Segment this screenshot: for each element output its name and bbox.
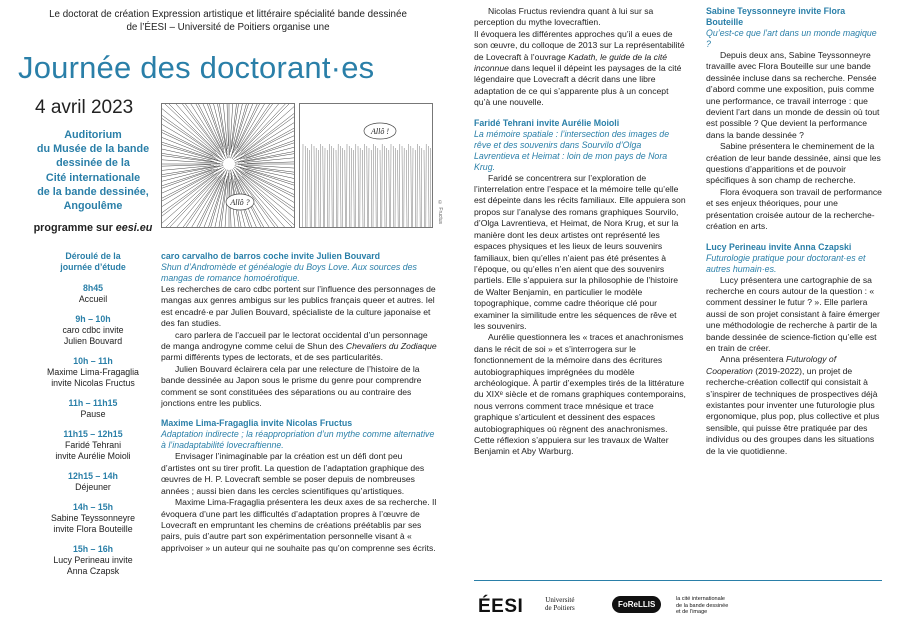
- paragraph: Sabine présentera le cheminement de la création de leur bande dessinée, ainsi que les questions d’apparitions et de pouvoir spécifiques à son champ de recherche.: [706, 141, 881, 186]
- text-run: dans lequel il dépeint les paysages de la cité légendaire que Lovecraft a décrit dans une libre adaptation de ce qui s’apparente plus à un concept qu’à une nouvelle.: [474, 63, 682, 108]
- slot-desc: Pause: [80, 409, 106, 419]
- column-sessions-1: [161, 251, 437, 554]
- text-run: parmi différents types de lectorats, et de ses particularités.: [161, 352, 383, 363]
- schedule-slot: [18, 544, 168, 577]
- text-emphasis: Kadath, le guide de la cité inconnue: [474, 51, 668, 74]
- schedule: [18, 251, 168, 586]
- lines-drawing: [300, 104, 433, 228]
- text-emphasis: Chevaliers du Zodiaque: [345, 341, 437, 352]
- program-link: [18, 222, 168, 234]
- slot-time: 11h15 – 12h15: [63, 429, 123, 439]
- schedule-slot: [18, 398, 168, 420]
- slot-desc: Julien Bouvard: [63, 336, 123, 346]
- venue-line: Cité internationale: [45, 171, 141, 184]
- venue: [18, 128, 168, 213]
- schedule-heading-line: Déroulé de la: [65, 251, 121, 261]
- venue-line: dessinée de la: [56, 157, 130, 170]
- paragraph: Nicolas Fructus reviendra quant à lui sur sa perception du mythe lovecraftien.: [474, 6, 654, 28]
- paragraph: Envisager l’inimaginable par la création est un défi dont peu d’artistes ont su tirer profit. La question de l’adaptation graphique des œuvres de H. P. Lovecraft semble se poser depuis de nombreuses années ; aussi bien dans les cercles scientifiques qu’artistiques.: [161, 451, 425, 496]
- section-subtitle: Shun d’Andromède et généalogie du Boys Love. Aux sources des mangas de romance homoérotique.: [161, 262, 417, 283]
- text-emphasis: Futurology of Cooperation: [706, 354, 837, 376]
- forellis-logo: FoReLLIS: [612, 596, 661, 613]
- logo-line: Université: [545, 596, 575, 604]
- slot-time: 8h45: [82, 283, 104, 293]
- section-subtitle: Qu’est-ce que l’art dans un monde magique ?: [706, 28, 877, 49]
- section-heading: Lucy Perineau invite Anna Czapski: [706, 241, 852, 252]
- slot-desc: Sabine Teyssonneyre: [51, 513, 135, 523]
- slot-desc: caro cdbc invite: [62, 325, 124, 335]
- slot-desc: invite Flora Bouteille: [53, 524, 133, 534]
- column-sessions-2: [474, 6, 686, 458]
- slot-desc: invite Nicolas Fructus: [51, 378, 135, 388]
- schedule-heading-line: journée d’étude: [60, 262, 126, 272]
- burst-drawing: [162, 104, 295, 228]
- footer-divider: [474, 580, 882, 581]
- paragraph: [706, 354, 882, 457]
- universite-poitiers-logo: [545, 596, 575, 612]
- schedule-slot: [18, 356, 168, 389]
- program-site[interactable]: eesi.eu: [115, 222, 153, 234]
- program-prefix: programme sur: [33, 222, 116, 234]
- text-run: Anna présentera: [720, 354, 786, 365]
- image-credit: © Fructus: [437, 200, 443, 225]
- speech-bubble-2: Allô !: [371, 127, 389, 136]
- logo-line: la cité internationale: [676, 596, 725, 602]
- paragraph: [474, 29, 686, 109]
- slot-time: 15h – 16h: [72, 544, 114, 554]
- schedule-heading: [18, 251, 168, 273]
- section-heading: Maxime Lima-Fragaglia invite Nicolas Fructus: [161, 418, 353, 429]
- section-subtitle: Futurologie pratique pour doctorant·es et autres humain·es.: [706, 252, 866, 274]
- slot-desc: Lucy Perineau invite: [53, 555, 133, 565]
- schedule-slot: [18, 429, 168, 462]
- paragraph: Lucy présentera une cartographie de sa recherche en cours autour de la question : « comment dessiner le futur ? ». Elle parlera aussi de son projet consistant à faire émerger une méthodologie de recherche à partir de la bande dessinée de science-fiction qu’elle est en train de créer.: [706, 274, 880, 353]
- slot-time: 11h – 11h15: [68, 398, 118, 408]
- paragraph: Maxime Lima-Fragaglia présentera les deux axes de sa recherche. Il évoquera d’une part les difficultés d’adaptation propres à l’œuvre de Lovecraft en empruntant les chemins de créations préétablis par ses pairs, puis d’autre part son expérimentation personnelle visant à « apprivoiser » un auteur qui ne souhaite pas qu’on comprenne ses écrits.: [161, 497, 437, 553]
- paragraph: Aurélie questionnera les « traces et anachronismes dans le récit de soi » et s’interrogera sur le fonctionnement de la mémoire dans des écritures autobiographiques imprégnées du modèle archéologique. À partir d’exemples tirés de la littérature du XIXᵉ siècle et de romans graphiques contemporains, nous verrons comment trace mnésique et trace graphique s’articulent et dessinent des espaces autobiographiques où règnent des anachronismes. Cette réflexion s’appuiera sur les travaux de Walter Benjamin et Aby Warburg.: [474, 332, 686, 457]
- logo-line: et de l’image: [676, 609, 708, 615]
- slot-desc: Déjeuner: [75, 482, 111, 492]
- slot-time: 10h – 11h: [73, 356, 113, 366]
- paragraph: [161, 330, 437, 364]
- text-run: caro parlera de l’accueil par le lectorat occidental d’un personnage de manga androgyne comme celui de Shun des: [161, 329, 428, 352]
- page-title: Journée des doctorant·es: [18, 50, 375, 85]
- eesi-logo: ÉESI: [478, 596, 524, 617]
- section-heading: Faridé Tehrani invite Aurélie Moioli: [474, 117, 620, 128]
- intro-line-2: de l’ÉESI – Université de Poitiers organise une: [126, 22, 330, 33]
- paragraph: Les recherches de caro cdbc portent sur l’influence des personnages de mangas aux genres ambigus sur les publics français queer et autres. Iel est encadré·e par Julien Bouvard, spécialiste de la culture japonaise et des fan studies.: [161, 284, 436, 329]
- venue-line: de la bande dessinée,: [37, 185, 149, 198]
- venue-line: du Musée de la bande: [36, 143, 150, 156]
- paragraph: Faridé se concentrera sur l’exploration de l’interrelation entre l’espace et la mémoire telle qu’elle est dépeinte dans les récits familiaux. Elle appuiera son propos sur l’analyse des romans graphiques Sourvilo, d’Olga Lavrentieva, et Heimat, de Nora Krug, et sur la manière dont les deux artistes ont représenté les espaces physiques et les lieux de leurs souvenirs familiaux, bien qu’elles n’aient pas été présentes à l’époque, ou qu’elles n’en aient que des souvenirs partiels. Elle s’appuiera sur la philosophie de l’histoire de Walter Benjamin, en particulier le modèle topographique, comme cadre théorique clé pour examiner la similitude entre les séquences de rêve et les souvenirs.: [474, 172, 686, 331]
- section-heading: caro carvalho de barros coche invite Julien Bouvard: [161, 251, 381, 261]
- slot-time: 14h – 15h: [72, 502, 114, 512]
- logo-line: de la bande dessinée: [676, 602, 729, 609]
- slot-desc: Maxime Lima-Fragaglia: [47, 367, 139, 377]
- schedule-slot: [18, 314, 168, 347]
- text-run: (2019-2022), un projet de recherche-création collectif qui consistait à s’inspirer de techniques de prospectives déjà existantes pour inventer une futurologie plus ergonomique, plus pop, plus collective et plus sensible, qui puisse être pratiquée par des individus ou des groupes dans les situations de la vie quotidienne.: [706, 365, 880, 456]
- illustration-lines: [299, 103, 433, 228]
- paragraph: Depuis deux ans, Sabine Teyssonneyre travaille avec Flora Bouteille sur une bande dessinée incluse dans sa recherche. Pensée d’abord comme une exposition, puis comme une performance, ce travail interroge : que devient l’art dans un monde de dessin où tout est possible ? Que devient la performance dans la bande dessinée ?: [706, 50, 880, 140]
- intro-text: [8, 8, 448, 34]
- text-run: Il évoquera les différentes approches qu’il a eues de son œuvre, du colloque de 2013 sur La représentabilité de Lovecraft à l’ouvrage: [474, 28, 685, 62]
- slot-desc: Accueil: [78, 294, 108, 304]
- schedule-slot: [18, 502, 168, 535]
- section-subtitle: Adaptation indirecte ; la réappropriation d’un mythe comme alternative à l’inadaptabilité lovecraftienne.: [161, 429, 435, 451]
- schedule-slot: [18, 283, 168, 305]
- section-heading: Sabine Teyssonneyre invite Flora Bouteille: [706, 6, 846, 27]
- paragraph: Julien Bouvard éclairera cela par une relecture de l’histoire de la bande dessinée au Japon sous le prisme du genre pour comprendre comment se sont constituées des séparations ou au contraire des jonctions entre les publics.: [161, 363, 422, 409]
- slot-time: 9h – 10h: [75, 314, 111, 324]
- intro-line-1: Le doctorat de création Expression artistique et littéraire spécialité bande dessinée: [49, 9, 407, 20]
- schedule-slot: [18, 471, 168, 493]
- cite-bd-logo: [676, 596, 756, 616]
- section-subtitle: La mémoire spatiale : l’intersection des images de rêve et des souvenirs dans Sourvilo d’Olga Lavrentieva et Heimat : loin de mon pays de Nora Krug.: [474, 128, 670, 172]
- paragraph: Flora évoquera son travail de performance et ses enjeux théoriques, pour une présentation croisée autour de la recherche-création en arts.: [706, 186, 882, 232]
- column-sessions-3: [706, 6, 882, 457]
- slot-desc: invite Aurélie Moioli: [55, 451, 131, 461]
- logo-line: de Poitiers: [545, 604, 575, 612]
- slot-desc: Anna Czapsk: [66, 566, 120, 576]
- venue-line: Angoulême: [63, 200, 123, 213]
- event-date: 4 avril 2023: [35, 97, 134, 118]
- illustration-explosion: [161, 103, 295, 228]
- slot-desc: Faridé Tehrani: [64, 440, 122, 450]
- slot-time: 12h15 – 14h: [68, 471, 118, 481]
- venue-line: Auditorium: [64, 129, 122, 141]
- speech-bubble-1: Allô ?: [230, 198, 250, 207]
